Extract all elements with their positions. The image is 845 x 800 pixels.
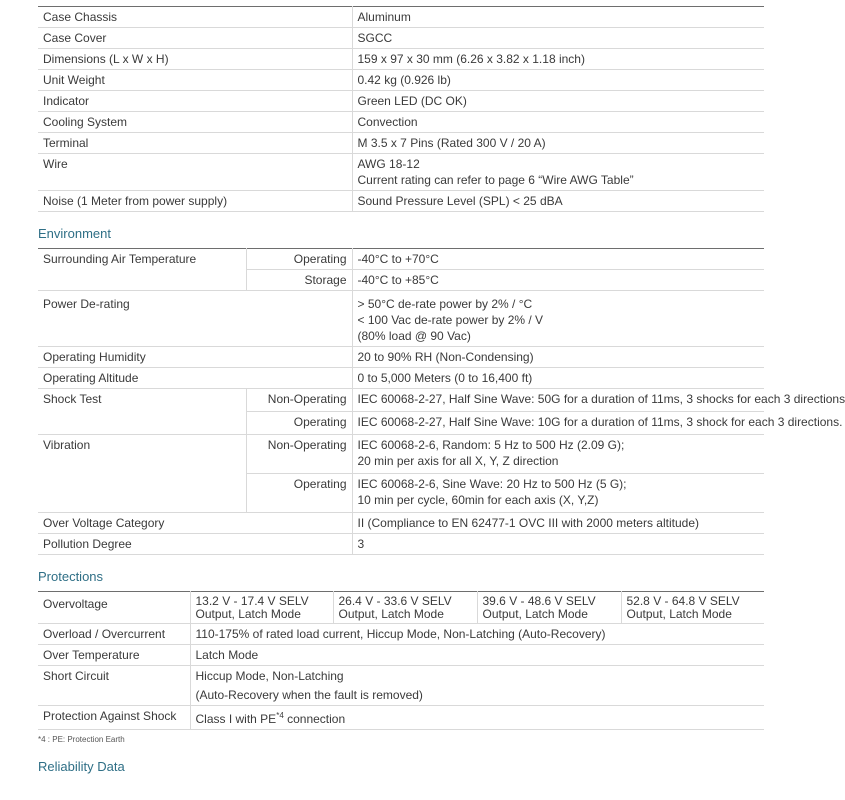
ovp-cell (477, 592, 621, 624)
shock-class-suffix: connection (283, 712, 346, 726)
row-label: Surrounding Air Temperature (38, 249, 246, 270)
ovp-range: 13.2 V - 17.4 V SELV (195, 594, 309, 608)
row-sublabel: Non-Operating (246, 435, 352, 474)
ovp-range: 39.6 V - 48.6 V SELV (482, 594, 596, 608)
row-label: Vibration (38, 435, 246, 474)
row-label: Operating Humidity (38, 347, 352, 368)
short-line: Hiccup Mode, Non-Latching (195, 669, 344, 683)
row-value: SGCC (352, 28, 764, 49)
row-value: Sound Pressure Level (SPL) < 25 dBA (352, 191, 764, 212)
table-row (38, 412, 764, 435)
table-row (38, 70, 764, 91)
table-row (38, 133, 764, 154)
protections-table (38, 591, 764, 730)
row-label: Dimensions (L x W x H) (38, 49, 352, 70)
row-label: Wire (38, 154, 352, 191)
row-value: Convection (352, 112, 764, 133)
row-label: Case Cover (38, 28, 352, 49)
table-row (38, 191, 764, 212)
table-row (38, 28, 764, 49)
wire-note: Current rating can refer to page 6 “Wire AWG Table” (357, 173, 634, 187)
ovp-range: 26.4 V - 33.6 V SELV (338, 594, 452, 608)
row-value (190, 666, 764, 706)
row-value: -40°C to +85°C (352, 270, 764, 291)
mechanical-table (38, 6, 764, 212)
row-label: Overvoltage (38, 592, 190, 624)
row-value (352, 474, 764, 513)
ovp-mode: Output, Latch Mode (338, 607, 444, 621)
row-value (352, 435, 764, 474)
row-label: Shock Test (38, 389, 246, 412)
row-value: 3 (352, 534, 764, 555)
section-title-reliability: Reliability Data (38, 759, 125, 774)
table-row (38, 7, 764, 28)
row-label: Overload / Overcurrent (38, 624, 190, 645)
derating-line: < 100 Vac de-rate power by 2% / V (357, 313, 544, 327)
vibration-line: IEC 60068-2-6, Sine Wave: 20 Hz to 500 Hz (5 G); (357, 477, 627, 491)
empty-cell (38, 270, 246, 291)
ovp-cell (333, 592, 477, 624)
footnote: *4 : PE: Protection Earth (38, 735, 125, 744)
row-label: Operating Altitude (38, 368, 352, 389)
vibration-line: 10 min per cycle, 60min for each axis (X, Y,Z) (357, 493, 599, 507)
table-row (38, 435, 764, 474)
row-sublabel: Operating (246, 474, 352, 513)
table-row (38, 666, 764, 706)
row-sublabel: Non-Operating (246, 389, 352, 412)
row-label: Case Chassis (38, 7, 352, 28)
row-value (352, 291, 764, 347)
table-row (38, 49, 764, 70)
row-label: Pollution Degree (38, 534, 352, 555)
row-value: 159 x 97 x 30 mm (6.26 x 3.82 x 1.18 inch) (352, 49, 764, 70)
table-row (38, 91, 764, 112)
row-value: II (Compliance to EN 62477-1 OVC III with 2000 meters altitude) (352, 513, 764, 534)
table-row (38, 534, 764, 555)
empty-cell (38, 474, 246, 513)
table-row (38, 154, 764, 191)
row-value: 0.42 kg (0.926 lb) (352, 70, 764, 91)
section-title-environment: Environment (38, 226, 111, 241)
ovp-mode: Output, Latch Mode (626, 607, 732, 621)
row-value: Green LED (DC OK) (352, 91, 764, 112)
ovp-cell (190, 592, 333, 624)
table-row (38, 513, 764, 534)
row-label: Noise (1 Meter from power supply) (38, 191, 352, 212)
derating-line: (80% load @ 90 Vac) (357, 329, 471, 343)
empty-cell (38, 412, 246, 435)
table-row (38, 291, 764, 347)
row-label: Power De-rating (38, 291, 352, 347)
table-row (38, 347, 764, 368)
vibration-line: IEC 60068-2-6, Random: 5 Hz to 500 Hz (2.09 G); (357, 438, 625, 452)
row-value (352, 154, 764, 191)
shock-class: Class I with PE (195, 712, 277, 726)
row-value: Aluminum (352, 7, 764, 28)
row-label: Indicator (38, 91, 352, 112)
table-row (38, 249, 764, 270)
row-label: Terminal (38, 133, 352, 154)
row-value: IEC 60068-2-27, Half Sine Wave: 50G for a duration of 11ms, 3 shocks for each 3 directions (352, 389, 764, 412)
ovp-range: 52.8 V - 64.8 V SELV (626, 594, 740, 608)
ovp-mode: Output, Latch Mode (195, 607, 301, 621)
row-label: Unit Weight (38, 70, 352, 91)
table-row (38, 368, 764, 389)
row-value: 0 to 5,000 Meters (0 to 16,400 ft) (352, 368, 764, 389)
table-row (38, 624, 764, 645)
table-row (38, 706, 764, 730)
table-row (38, 112, 764, 133)
table-row (38, 645, 764, 666)
row-value: Latch Mode (190, 645, 764, 666)
table-row (38, 270, 764, 291)
row-label: Over Temperature (38, 645, 190, 666)
row-label: Short Circuit (38, 666, 190, 706)
row-sublabel: Operating (246, 249, 352, 270)
table-row (38, 389, 764, 412)
environment-table (38, 248, 845, 555)
ovp-cell (621, 592, 764, 624)
row-value: IEC 60068-2-27, Half Sine Wave: 10G for a duration of 11ms, 3 shock for each 3 directions. (352, 412, 764, 435)
vibration-line: 20 min per axis for all X, Y, Z direction (357, 454, 559, 468)
row-sublabel: Storage (246, 270, 352, 291)
row-label: Cooling System (38, 112, 352, 133)
row-value: 110-175% of rated load current, Hiccup Mode, Non-Latching (Auto-Recovery) (190, 624, 764, 645)
row-value: 20 to 90% RH (Non-Condensing) (352, 347, 764, 368)
row-value: -40°C to +70°C (352, 249, 764, 270)
table-row (38, 474, 764, 513)
row-label: Protection Against Shock (38, 706, 190, 730)
section-title-protections: Protections (38, 569, 104, 584)
footnote-ref: *4 (276, 711, 284, 720)
row-value (190, 706, 764, 730)
spec-page (38, 6, 845, 777)
ovp-mode: Output, Latch Mode (482, 607, 588, 621)
row-value: M 3.5 x 7 Pins (Rated 300 V / 20 A) (352, 133, 764, 154)
row-label: Over Voltage Category (38, 513, 352, 534)
row-sublabel: Operating (246, 412, 352, 435)
table-row (38, 592, 764, 624)
short-line: (Auto-Recovery when the fault is removed) (195, 688, 423, 702)
wire-gauge: AWG 18-12 (357, 157, 420, 171)
derating-line: > 50°C de-rate power by 2% / °C (357, 297, 533, 311)
